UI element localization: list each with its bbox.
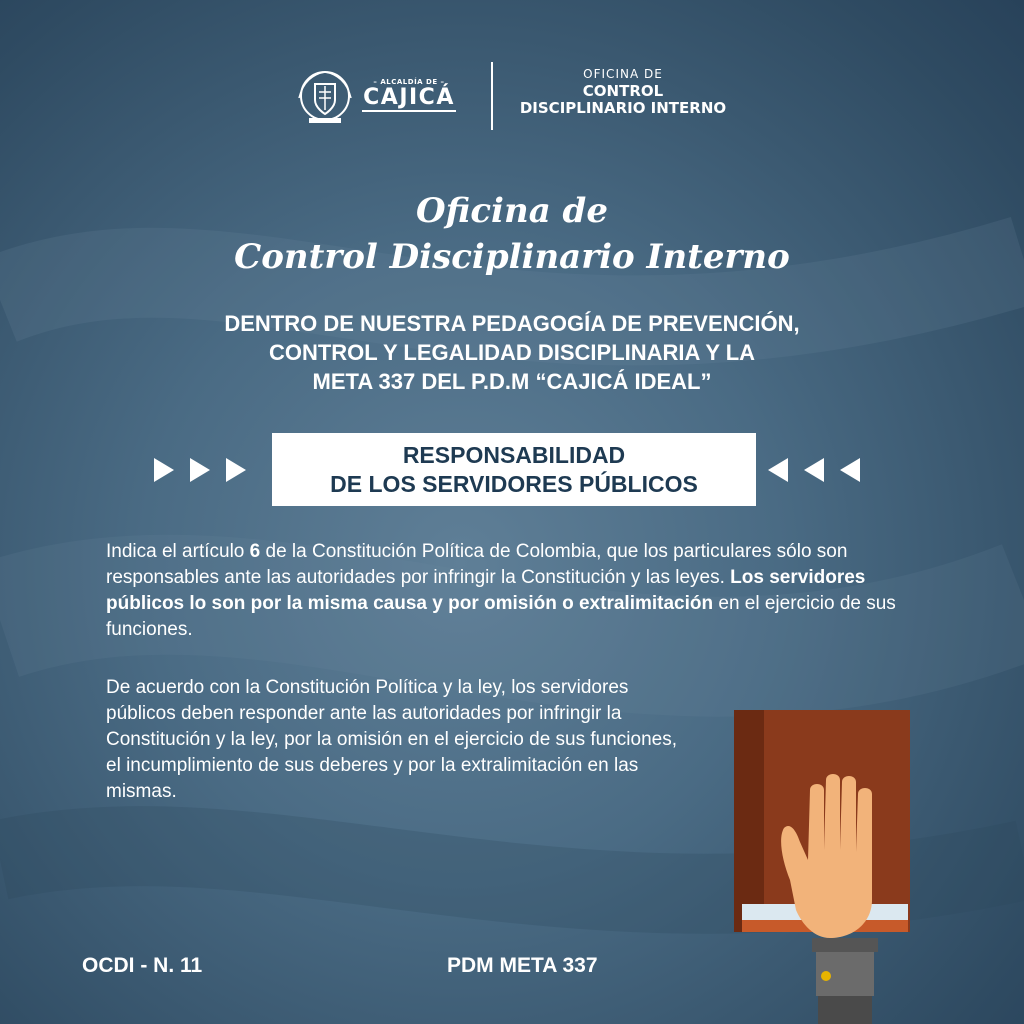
office-line-3: DISCIPLINARIO INTERNO: [519, 99, 727, 117]
office-line-2: CONTROL: [582, 82, 664, 100]
header-divider: [491, 62, 493, 130]
brand-name: CAJICÁ: [363, 85, 455, 110]
para1-bold-1: 6: [249, 541, 261, 562]
subtitle-line-1: DENTRO DE NUESTRA PEDAGOGÍA DE PREVENCIÓN,: [224, 311, 800, 336]
section-banner: [272, 433, 756, 506]
book-icon: [728, 710, 918, 1024]
page-title: [112, 188, 912, 280]
brand-logo: [362, 78, 456, 112]
header: [0, 58, 1024, 138]
para1-text-3: en el ejercicio de sus funciones.: [106, 593, 896, 640]
banner-line-1: RESPONSABILIDAD: [402, 442, 626, 468]
paragraph-responsibility: De acuerdo con la Constitución Política y la ley, los servidores públicos deben responder ante las autoridades por infringir la Constitución y la ley, por la omisión en el ejercicio de sus funciones, el incumplimiento de sus deberes y por la extralimitación en las mismas.: [106, 677, 677, 802]
para1-text-2: de la Constitución Política de Colombia, que los particulares sólo son responsables ante las autoridades por infringir la Constitución y las leyes.: [106, 541, 848, 588]
footer-code: OCDI - N. 11: [82, 954, 203, 977]
coat-of-arms-icon: [293, 68, 357, 126]
footer-goal: PDM META 337: [447, 954, 598, 977]
subtitle-line-3: META 337 DEL P.D.M “CAJICÁ IDEAL”: [312, 369, 712, 394]
office-line-1: OFICINA DE: [583, 67, 663, 81]
paragraph-article-6: [106, 539, 906, 643]
title-line-1: Oficina de: [416, 191, 608, 231]
play-arrow-icon: [766, 456, 866, 484]
brand-top-text: – ALCALDÍA DE –: [373, 78, 445, 86]
office-name: [508, 66, 738, 117]
play-arrow-icon: [152, 456, 252, 484]
title-line-2: Control Disciplinario Interno: [234, 237, 790, 277]
para1-bold-2: Los servidores públicos lo son por la misma causa y por omisión o extralimitación: [106, 567, 866, 614]
banner-line-2: DE LOS SERVIDORES PÚBLICOS: [330, 471, 698, 497]
subtitle: [112, 309, 912, 396]
para1-text-1: Indica el artículo: [106, 541, 250, 562]
subtitle-line-2: CONTROL Y LEGALIDAD DISCIPLINARIA Y LA: [268, 340, 756, 365]
